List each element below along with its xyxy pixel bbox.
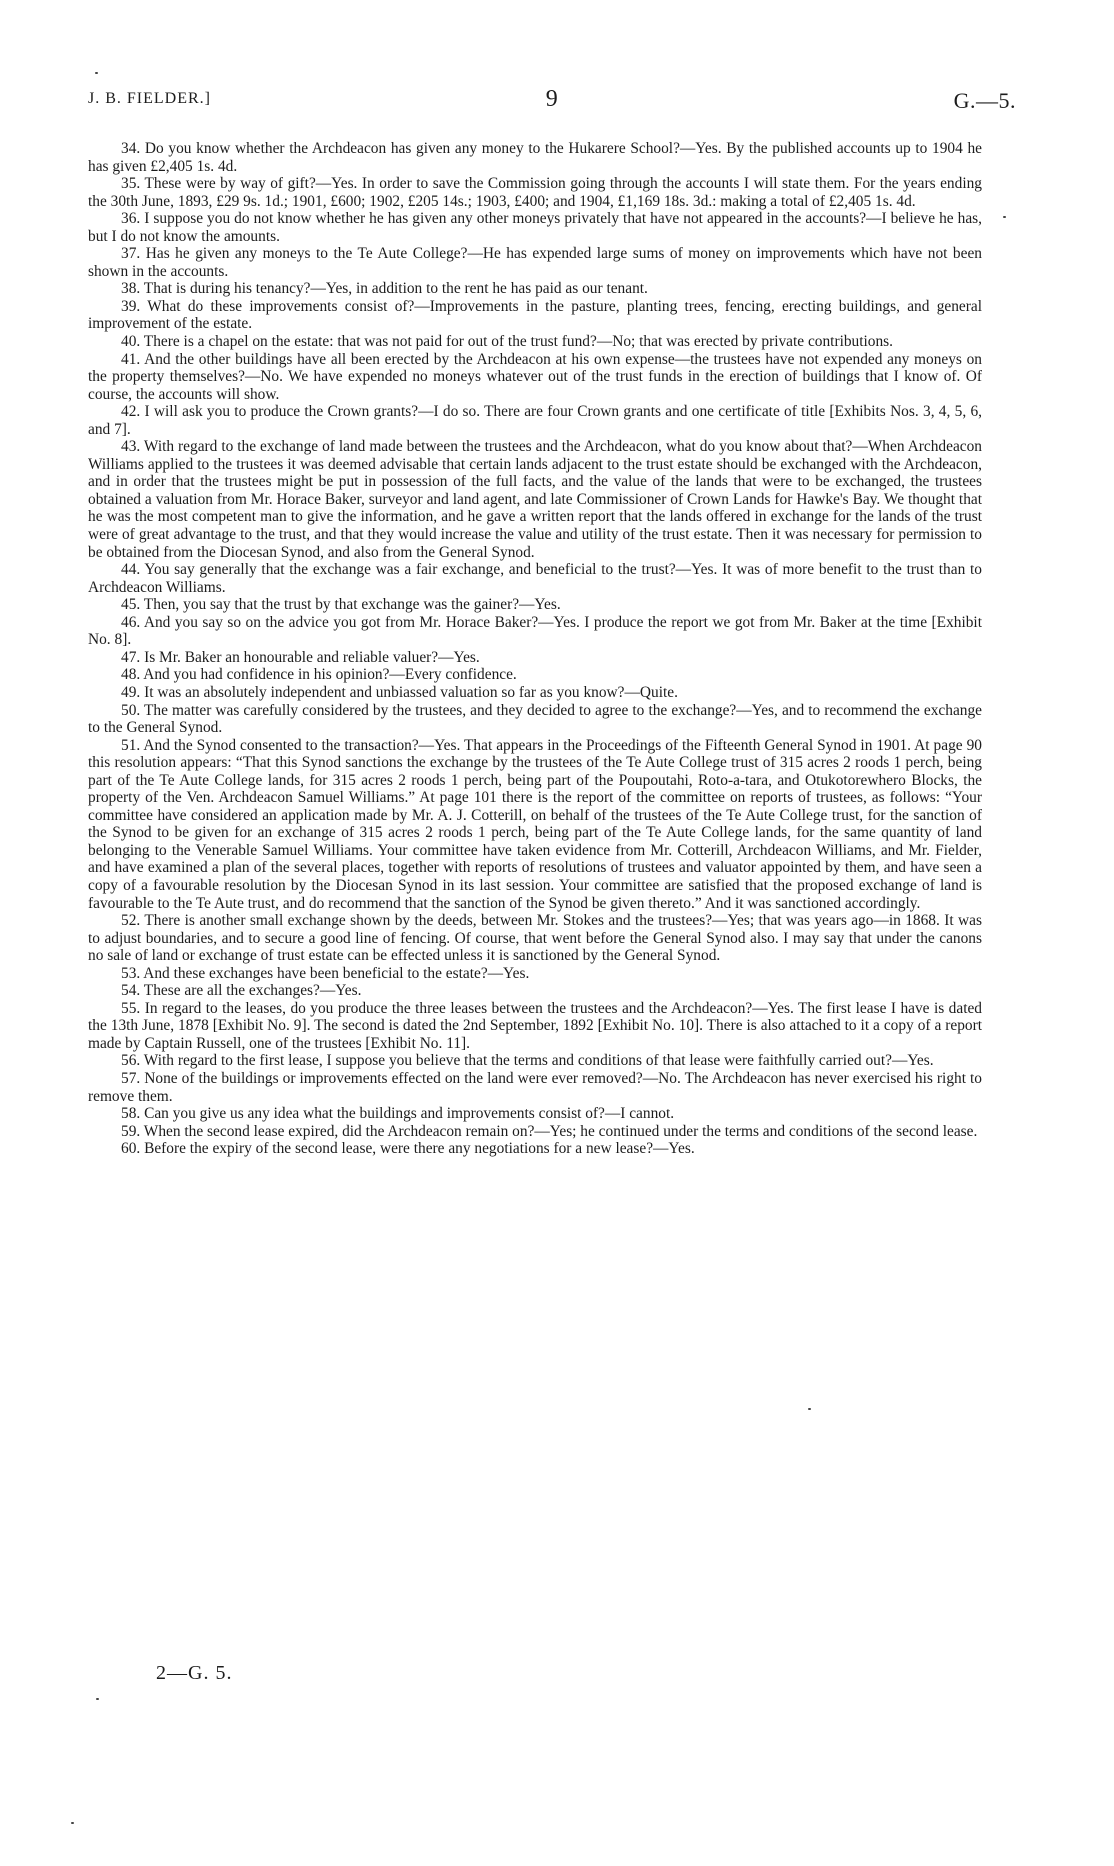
question-answer-paragraph: 50. The matter was carefully considered by the trustees, and they decided to agree to the exchange?—Yes, and to recommend the exchange to the General Synod.	[88, 701, 982, 737]
question-answer-paragraph: 45. Then, you say that the trust by that exchange was the gainer?—Yes.	[121, 596, 561, 614]
question-answer-paragraph: 56. With regard to the first lease, I suppose you believe that the terms and conditions of that lease were faithfully carried out?—Yes.	[121, 1052, 934, 1070]
question-answer-paragraph: 41. And the other buildings have all been erected by the Archdeacon at his own expense—the trustees have not expended any moneys on the property themselves?—No. We have expended no moneys whatever out of the trust funds in the erection of buildings that I know of. Of course, the accounts will show.	[88, 350, 982, 403]
question-answer-paragraph: 47. Is Mr. Baker an honourable and reliable valuer?—Yes.	[121, 648, 480, 666]
scan-speck	[71, 1822, 74, 1824]
question-answer-paragraph: 35. These were by way of gift?—Yes. In order to save the Commission going through the accounts I will state them. For the years ending the 30th June, 1893, £29 9s. 1d.; 1901, £600; 1902, £205 14s.; 1903, £400; and 1904, £1,169 18s. 3d.: making a total of £2,405 1s. 4d.	[88, 175, 982, 210]
question-answer-paragraph: 57. None of the buildings or improvements effected on the land were ever removed?—No. The Archdeacon has never exercised his right to remove them.	[88, 1069, 982, 1105]
scan-speck	[95, 72, 98, 74]
question-answer-paragraph: 44. You say generally that the exchange was a fair exchange, and beneficial to the trust?—Yes. It was of more benefit to the trust than to Archdeacon Williams.	[88, 561, 982, 596]
question-answer-paragraph: 37. Has he given any moneys to the Te Aute College?—He has expended large sums of money on improvements which have not been shown in the accounts.	[88, 245, 982, 280]
question-answer-paragraph: 58. Can you give us any idea what the buildings and improvements consist of?—I cannot.	[121, 1105, 675, 1123]
question-answer-paragraph: 51. And the Synod consented to the transaction?—Yes. That appears in the Proceedings of the Fifteenth General Synod in 1901. At page 90 this resolution appears: “That this Synod sanctions the exchange by the trustees of the Te Aute College trust of 315 acres 2 roods 1 perch, being part of the Te Aute College lands, for 315 acres 2 roods 1 perch, being part of the Poupoutahi, Roto-a-tara, and Otukotorewhero Blocks, the property of the Ven. Archdeacon Samuel Williams.” At page 101 there is the report of the committee on reports of trustees, as follows: “Your committee have considered an application made by Mr. A. J. Cotterill, on behalf of the trustees of the Te Aute College trust, for the sanction of the Synod to be given for an exchange of 315 acres 2 roods 1 perch, being part of the Te Aute College lands, for the same quantity of land belonging to the Venerable Samuel Williams. Your committee have taken evidence from Mr. Cotterill, Archdeacon Williams, and Mr. Fielder, and have examined a plan of the several places, together with reports of resolutions of trustees and valuator appointed by them, and have seen a copy of a favourable resolution by the Diocesan Synod in its last session. Your committee are satisfied that the proposed exchange of land is favourable to the Te Aute trust, and do recommend that the sanction of the Synod be given thereto.” And it was sanctioned accordingly.	[88, 736, 982, 912]
header-paper-code: G.—5.	[953, 88, 1016, 113]
question-answer-paragraph: 52. There is another small exchange shown by the deeds, between Mr. Stokes and the trustees?—Yes; that was years ago—in 1868. It was to adjust boundaries, and to secure a good line of fencing. Of course, that went before the General Synod also. I may say that under the canons no sale of land or exchange of trust estate can be effected unless it is sanctioned by the General Synod.	[88, 912, 982, 965]
question-answer-paragraph: 60. Before the expiry of the second lease, were there any negotiations for a new lease?—Yes.	[121, 1140, 695, 1158]
question-answer-paragraph: 40. There is a chapel on the estate: that was not paid for out of the trust fund?—No; that was erected by private contributions.	[121, 333, 894, 351]
question-answer-paragraph: 42. I will ask you to produce the Crown grants?—I do so. There are four Crown grants and one certificate of title [Exhibits Nos. 3, 4, 5, 6, and 7].	[88, 403, 982, 438]
scan-speck	[808, 1408, 811, 1410]
page-number: 9	[545, 86, 559, 112]
question-answer-paragraph: 49. It was an absolutely independent and unbiassed valuation so far as you know?—Quite.	[121, 683, 678, 701]
scan-speck	[96, 1698, 99, 1700]
question-answer-paragraph: 55. In regard to the leases, do you produce the three leases between the trustees and the Archdeacon?—Yes. The first lease I have is dated the 13th June, 1878 [Exhibit No. 9]. The second is dated the 2nd September, 1892 [Exhibit No. 10]. There is also attached to it a copy of a report made by Captain Russell, one of the trustees [Exhibit No. 11].	[88, 999, 982, 1052]
signature-mark: 2—G. 5.	[156, 1662, 233, 1684]
question-answer-paragraph: 46. And you say so on the advice you got from Mr. Horace Baker?—Yes. I produce the report we got from Mr. Baker at the time [Exhibit No. 8].	[88, 613, 982, 649]
evidence-body	[88, 140, 982, 1158]
question-answer-paragraph: 34. Do you know whether the Archdeacon has given any money to the Hukarere School?—Yes. By the published accounts up to 1904 he has given £2,405 1s. 4d.	[88, 140, 982, 175]
question-answer-paragraph: 59. When the second lease expired, did the Archdeacon remain on?—Yes; he continued under the terms and conditions of the second lease.	[121, 1122, 978, 1140]
question-answer-paragraph: 36. I suppose you do not know whether he has given any other moneys privately that have not appeared in the accounts?—I believe he has, but I do not know the amounts.	[88, 210, 982, 245]
question-answer-paragraph: 39. What do these improvements consist of?—Improvements in the pasture, planting trees, fencing, erecting buildings, and general improvement of the estate.	[88, 297, 982, 333]
question-answer-paragraph: 48. And you had confidence in his opinion?—Every confidence.	[121, 666, 517, 684]
header-witness-name: J. B. FIELDER.]	[88, 90, 211, 107]
question-answer-paragraph: 38. That is during his tenancy?—Yes, in addition to the rent he has paid as our tenant.	[121, 280, 648, 298]
question-answer-paragraph: 43. With regard to the exchange of land made between the trustees and the Archdeacon, what do you know about that?—When Archdeacon Williams applied to the trustees it was deemed advisable that certain lands adjacent to the trust estate should be exchanged with the Archdeacon, and in order that the trustees might be put in possession of the full facts, and the value of the lands that were to be exchanged, the trustees obtained a valuation from Mr. Horace Baker, surveyor and land agent, and late Commissioner of Crown Lands for Hawke's Bay. We thought that he was the most competent man to give the information, and he gave a written report that the lands offered in exchange for the lands of the trust were of great advantage to the trust, and that they would increase the value and utility of the trust estate. Then it was necessary for permission to be obtained from the Diocesan Synod, and also from the General Synod.	[88, 438, 982, 561]
question-answer-paragraph: 54. These are all the exchanges?—Yes.	[121, 982, 362, 1000]
page-header	[88, 86, 1016, 120]
scan-speck	[1003, 216, 1006, 218]
question-answer-paragraph: 53. And these exchanges have been beneficial to the estate?—Yes.	[121, 964, 530, 982]
